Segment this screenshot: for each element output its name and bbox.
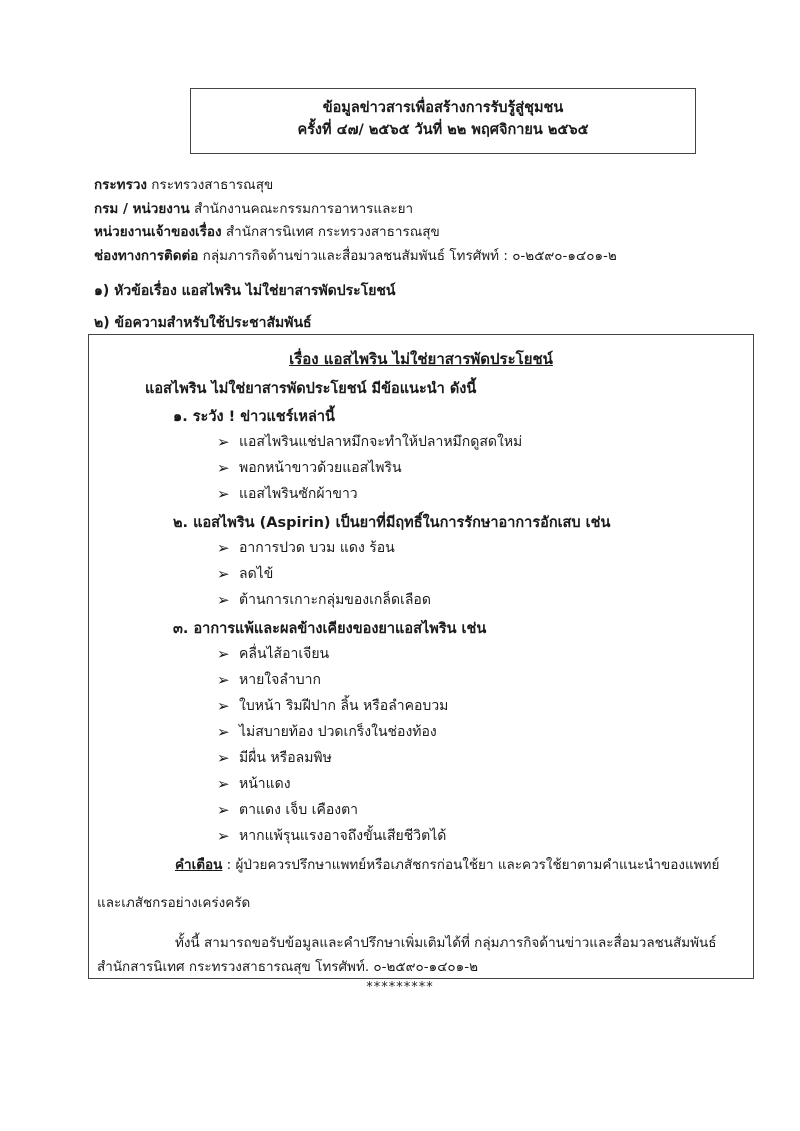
list-item <box>217 643 329 665</box>
arrow-bullet-icon: ➢ <box>217 539 230 557</box>
meta-block <box>94 174 617 268</box>
meta-contact <box>94 245 617 269</box>
list-item <box>217 669 321 691</box>
arrow-bullet-icon: ➢ <box>217 591 230 609</box>
arrow-bullet-icon: ➢ <box>217 749 230 767</box>
arrow-bullet-icon: ➢ <box>217 433 230 451</box>
warning-continuation: และเภสัชกรอย่างเคร่งครัด <box>97 895 251 911</box>
warning-line <box>175 853 719 875</box>
list-item <box>217 589 431 611</box>
contact-value: กลุ่มภารกิจด้านข่าวและสื่อมวลชนสัมพันธ์ โทรศัพท์ : ๐-๒๕๙๐-๑๔๐๑-๒ <box>202 247 617 264</box>
bullet-text: อาการปวด บวม แดง ร้อน <box>239 540 395 556</box>
warning-label: คำเตือน <box>175 857 223 873</box>
bullet-text: พอกหน้าขาวด้วยแอสไพริน <box>239 460 402 476</box>
list-item <box>217 773 291 795</box>
section-1-heading: ๑) หัวข้อเรื่อง แอสไพริน ไม่ใช่ยาสารพัดประโยชน์ <box>94 283 396 299</box>
list-item <box>217 747 332 769</box>
announcement-intro: แอสไพริน ไม่ใช่ยาสารพัดประโยชน์ มีข้อแนะนำ ดังนี้ <box>145 381 477 397</box>
bullet-text: หน้าแดง <box>239 776 291 792</box>
ministry-label: กระทรวง <box>94 177 147 193</box>
bullet-text: หากแพ้รุนแรงอาจถึงขั้นเสียชีวิตได้ <box>239 828 447 844</box>
bullet-text: ไม่สบายท้อง ปวดเกร็งในช่องท้อง <box>239 724 437 740</box>
arrow-bullet-icon: ➢ <box>217 775 230 793</box>
ministry-value: กระทรวงสาธารณสุข <box>151 177 274 193</box>
bullet-text: ต้านการเกาะกลุ่มของเกล็ดเลือด <box>239 592 431 608</box>
contact-info-line-1: ทั้งนี้ สามารถขอรับข้อมูลและคำปรึกษาเพิ่มเติมได้ที่ กลุ่มภารกิจด้านข่าวและสื่อมวลชนสัมพันธ์ <box>175 935 717 951</box>
department-label: กรม / หน่วยงาน <box>94 200 190 217</box>
announcement-box <box>88 334 754 979</box>
list-item <box>217 563 273 585</box>
bullet-text: ใบหน้า ริมฝีปาก ลิ้น หรือลำคอบวม <box>239 698 449 714</box>
announcement-title: เรื่อง แอสไพริน ไม่ใช่ยาสารพัดประโยชน์ <box>289 350 553 368</box>
arrow-bullet-icon: ➢ <box>217 485 230 503</box>
bullet-text: หายใจลำบาก <box>239 672 321 688</box>
arrow-bullet-icon: ➢ <box>217 723 230 741</box>
bullet-text: ตาแดง เจ็บ เคืองตา <box>239 802 359 818</box>
bullet-text: แอสไพรินซักผ้าขาว <box>239 486 358 502</box>
arrow-bullet-icon: ➢ <box>217 645 230 663</box>
list-item <box>217 695 448 717</box>
owner-label: หน่วยงานเจ้าของเรื่อง <box>94 224 222 240</box>
arrow-bullet-icon: ➢ <box>217 459 230 477</box>
bullet-text: มีผื่น หรือลมพิษ <box>239 750 332 766</box>
arrow-bullet-icon: ➢ <box>217 801 230 819</box>
item-3-heading: ๓. อาการแพ้และผลข้างเคียงของยาแอสไพริน เช่น <box>173 621 487 637</box>
bullet-text: คลื่นไส้อาเจียน <box>239 646 330 662</box>
list-item <box>217 721 437 743</box>
list-item <box>217 457 402 479</box>
bullet-text: ลดไข้ <box>239 566 274 582</box>
arrow-bullet-icon: ➢ <box>217 565 230 583</box>
department-value: สำนักงานคณะกรรมการอาหารและยา <box>193 200 414 217</box>
list-item <box>217 483 358 505</box>
meta-ministry <box>94 174 617 198</box>
item-2-heading: ๒. แอสไพริน (Aspirin) เป็นยาที่มีฤทธิ์ในการรักษาอาการอักเสบ เช่น <box>173 515 611 531</box>
list-item <box>217 537 395 559</box>
header-issue-date: ครั้งที่ ๔๗/ ๒๕๖๕ วันที่ ๒๒ พฤศจิกายน ๒๕๖๕ <box>297 122 589 138</box>
item-1-heading: ๑. ระวัง ! ข่าวแชร์เหล่านี้ <box>173 409 335 425</box>
arrow-bullet-icon: ➢ <box>217 671 230 689</box>
header-title: ข้อมูลข่าวสารเพื่อสร้างการรับรู้สู่ชุมชน <box>322 100 564 116</box>
bullet-text: แอสไพรินแช่ปลาหมึกจะทำให้ปลาหมึกดูสดใหม่ <box>239 434 523 450</box>
arrow-bullet-icon: ➢ <box>217 827 230 845</box>
list-item <box>217 431 522 453</box>
arrow-bullet-icon: ➢ <box>217 697 230 715</box>
meta-department <box>94 198 617 222</box>
section-2-heading: ๒) ข้อความสำหรับใช้ประชาสัมพันธ์ <box>94 315 312 331</box>
warning-text: : ผู้ป่วยควรปรึกษาแพทย์หรือเภสัชกรก่อนใช้ยา และควรใช้ยาตามคำแนะนำของแพทย์ <box>222 857 720 873</box>
contact-info-line-2: สำนักสารนิเทศ กระทรวงสาธารณสุข โทรศัพท์. ๐-๒๕๙๐-๑๔๐๑-๒ <box>97 959 479 975</box>
footer-stars: ********* <box>366 980 434 995</box>
meta-owner <box>94 221 617 245</box>
owner-value: สำนักสารนิเทศ กระทรวงสาธารณสุข <box>225 224 440 240</box>
list-item <box>217 825 446 847</box>
header-box <box>190 88 696 154</box>
list-item <box>217 799 358 821</box>
contact-label: ช่องทางการติดต่อ <box>94 247 199 264</box>
